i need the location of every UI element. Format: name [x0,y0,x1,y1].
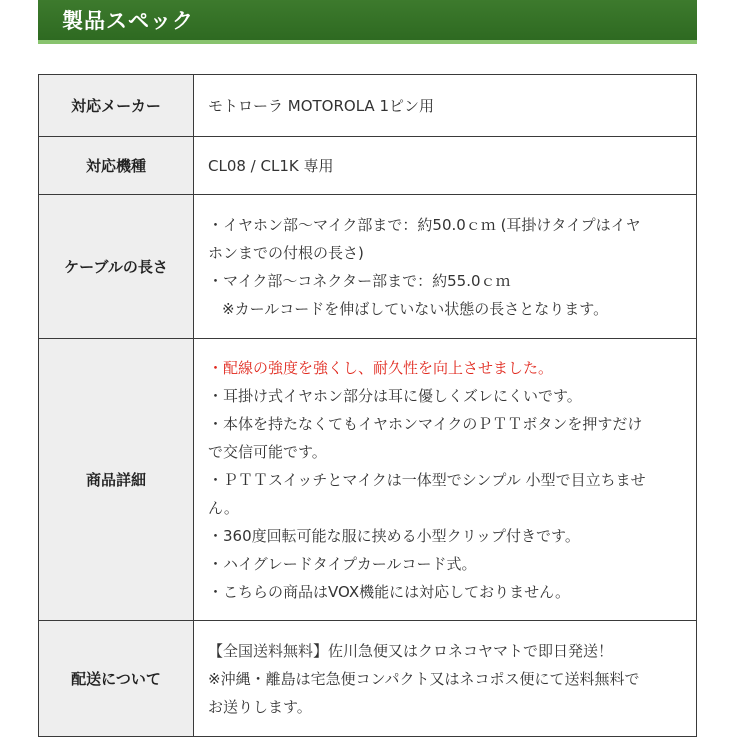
value-line: ・本体を持たなくてもイヤホンマイクのＰＴＴボタンを押すだけ [208,414,643,433]
table-row [39,137,697,195]
value-line: ・ハイグレードタイプカールコード式。 [208,554,477,573]
table-row [39,621,697,737]
table-row [39,339,697,621]
row-value-shipping [194,621,697,737]
value-line: CL08 / CL1K 専用 [208,156,334,175]
value-line: で交信可能です。 [208,442,327,461]
table-row [39,195,697,339]
row-value-details [194,339,697,621]
value-line: ん。 [208,498,239,517]
value-line: ・こちらの商品はVOX機能には対応しておりません。 [208,582,571,601]
row-label-model: 対応機種 [39,137,194,195]
row-label-maker: 対応メーカー [39,75,194,137]
section-title: 製品スペック [62,9,194,33]
value-line: 【全国送料無料】佐川急便又はクロネコヤマトで即日発送！ [208,641,614,660]
value-line: モトローラ MOTOROLA 1ピン用 [208,96,434,115]
table-row [39,75,697,137]
section-header [38,0,697,44]
value-line: ホンまでの付根の長さ) [208,243,364,262]
row-value-cable-length [194,195,697,339]
row-value-model [194,137,697,195]
value-line: ※沖縄・離島は宅急便コンパクト又はネコポス便にて送料無料で [208,669,640,688]
row-label-details: 商品詳細 [39,339,194,621]
highlight-line: ・配線の強度を強くし、耐久性を向上させました。 [208,358,554,377]
value-line: ・ＰＴＴスイッチとマイクは一体型でシンプル 小型で目立ちませ [208,470,646,489]
value-line: お送りします。 [208,697,312,716]
spec-table [38,74,697,737]
value-line: ・マイク部〜コネクター部まで：約55.0ｃｍ [208,271,511,290]
value-line: ・耳掛け式イヤホン部分は耳に優しくズレにくいです。 [208,386,582,405]
row-label-shipping: 配送について [39,621,194,737]
value-note: ※カールコードを伸ばしていない状態の長さとなります。 [222,299,609,318]
value-line: ・イヤホン部〜マイク部まで：約50.0ｃｍ (耳掛けタイプはイヤ [208,215,641,234]
value-line: ・360度回転可能な服に挟める小型クリップ付きです。 [208,526,580,545]
row-label-cable-length: ケーブルの長さ [39,195,194,339]
row-value-maker [194,75,697,137]
